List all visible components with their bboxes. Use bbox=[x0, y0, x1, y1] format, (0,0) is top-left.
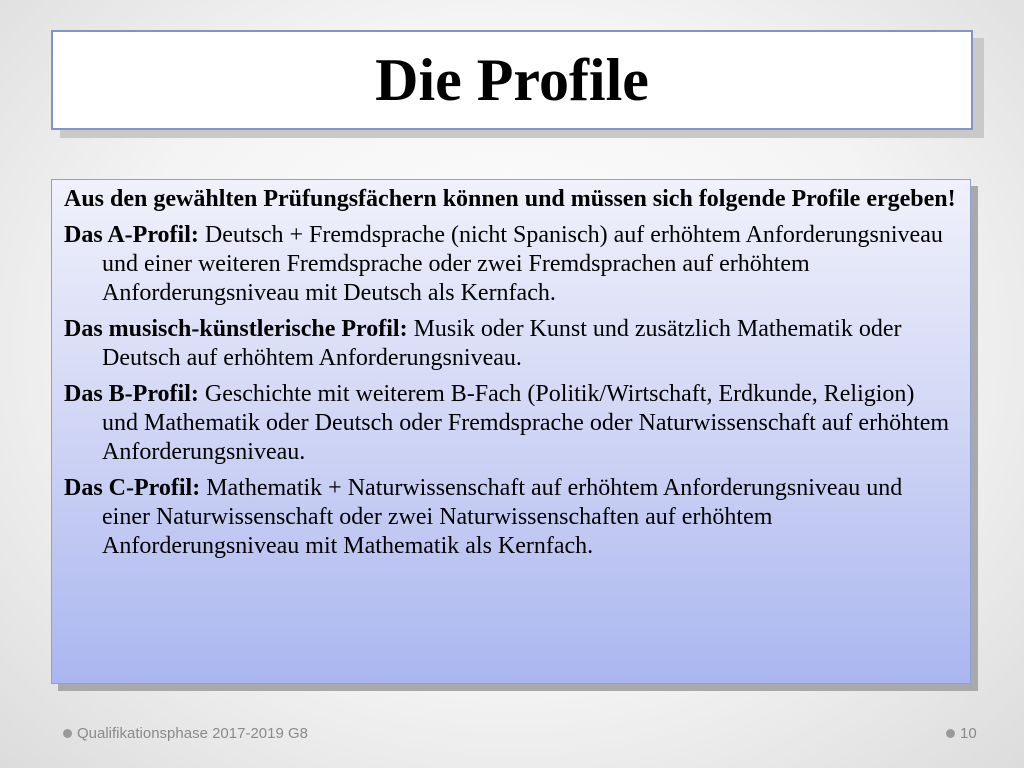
footer-text: Qualifikationsphase 2017-2019 G8 bbox=[77, 725, 308, 742]
footer-left-bullet-icon bbox=[63, 729, 72, 738]
footer-right-bullet-icon bbox=[946, 729, 955, 738]
paragraph-b-profil-heading: Das B-Profil: bbox=[64, 381, 199, 407]
paragraph-a-profil-text: Deutsch + Fremdsprache (nicht Spanisch) auf erhöhtem Anforderungsniveau und einer weiteren Fremdsprache oder zwei Fremdsprachen auf erhöhtem Anforderungsniveau mit Deutsch als Kernfach. bbox=[102, 222, 943, 306]
content-box bbox=[51, 179, 971, 684]
paragraph-musisch-profil bbox=[64, 315, 956, 373]
paragraph-c-profil bbox=[64, 474, 956, 561]
paragraph-musisch-profil-heading: Das musisch-künstlerische Profil: bbox=[64, 316, 408, 342]
paragraph-a-profil bbox=[64, 221, 956, 308]
paragraph-c-profil-text: Mathematik + Naturwissenschaft auf erhöhtem Anforderungsniveau und einer Naturwissenschaft oder zwei Naturwissenschaften auf erhöhtem Anforderungsniveau mit Mathematik als Kernfach. bbox=[102, 475, 903, 559]
slide-title: Die Profile bbox=[375, 47, 649, 113]
paragraph-a-profil-heading: Das A-Profil: bbox=[64, 222, 199, 248]
paragraph-b-profil bbox=[64, 380, 956, 467]
paragraph-intro bbox=[64, 185, 956, 214]
paragraph-intro-bold: Aus den gewählten Prüfungsfächern können und müssen sich folgende Profile ergeben! bbox=[64, 186, 956, 212]
paragraph-c-profil-heading: Das C-Profil: bbox=[64, 475, 201, 501]
paragraph-musisch-profil-text: Musik oder Kunst und zusätzlich Mathematik oder Deutsch auf erhöhtem Anforderungsniveau. bbox=[102, 316, 902, 371]
paragraph-b-profil-text: Geschichte mit weiterem B-Fach (Politik/Wirtschaft, Erdkunde, Religion) und Mathematik oder Deutsch oder Fremdsprache oder Naturwissenschaft auf erhöhtem Anforderungsniveau. bbox=[102, 381, 950, 465]
title-box bbox=[51, 30, 973, 130]
page-number: 10 bbox=[960, 725, 977, 742]
